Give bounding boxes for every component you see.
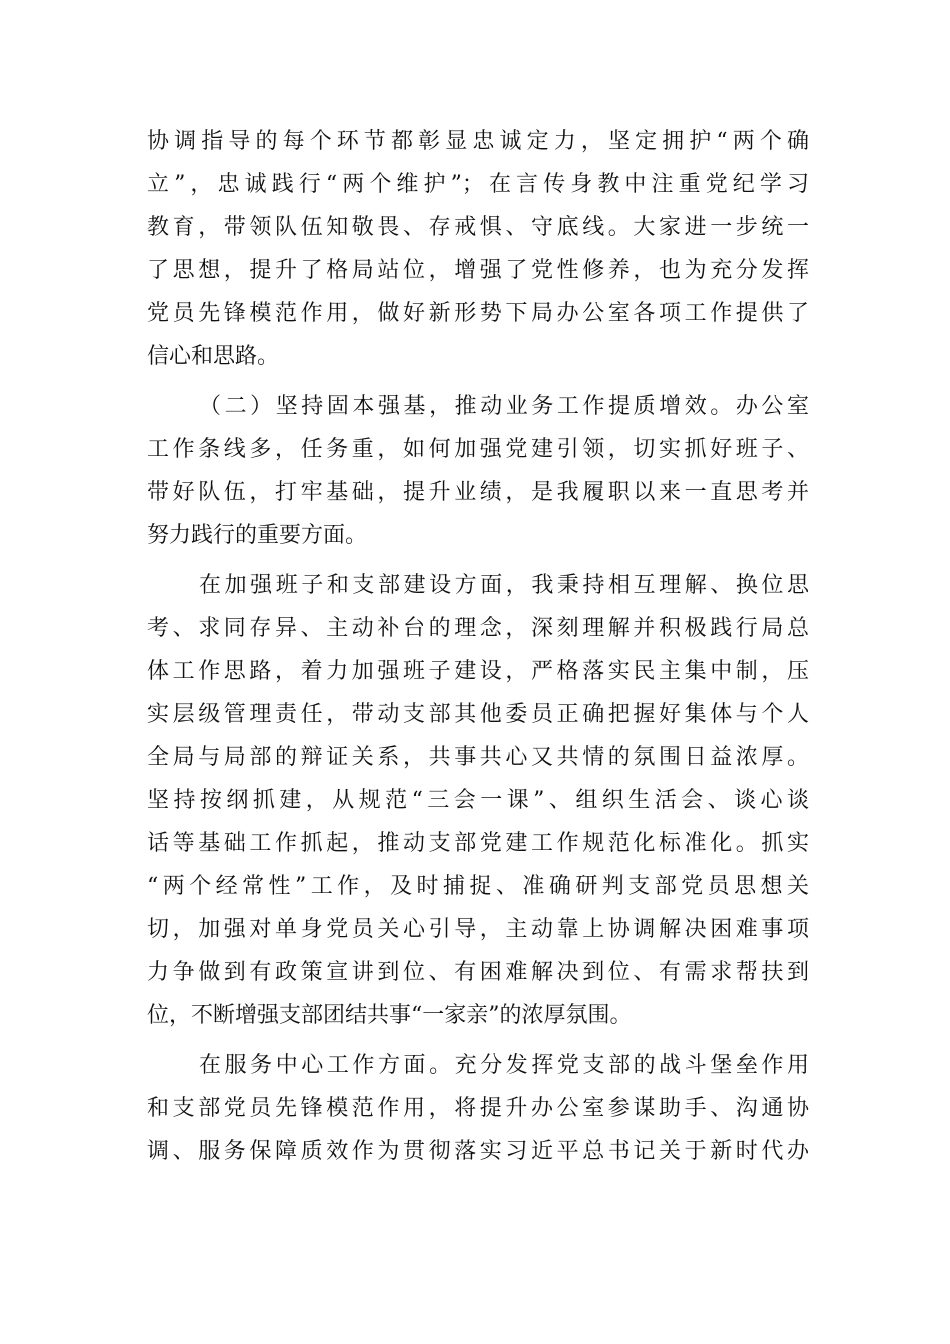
paragraph-2-line-4: 努力践行的重要方面。	[147, 523, 368, 548]
paragraph-3-line-5: 全局与局部的辩证关系，共事共心又共情的氛围日益浓厚。	[147, 745, 809, 770]
paragraph-3-line-8: “两个经常性”工作，及时捕捉、准确研判支部党员思想关	[147, 874, 809, 899]
paragraph-3-line-10: 力争做到有政策宣讲到位、有困难解决到位、有需求帮扶到	[147, 960, 809, 985]
paragraph-3-line-6: 坚持按纲抓建，从规范“三会一课”、组织生活会、谈心谈	[147, 788, 809, 813]
paragraph-1-line-1: 协调指导的每个环节都彰显忠诚定力，坚定拥护“两个确	[147, 129, 809, 154]
paragraph-1-line-5: 党员先锋模范作用，做好新形势下局办公室各项工作提供了	[147, 301, 809, 326]
paragraph-2	[147, 385, 809, 557]
paragraph-3	[147, 564, 809, 1037]
paragraph-3-line-9: 切，加强对单身党员关心引导，主动靠上协调解决困难事项	[147, 917, 809, 942]
paragraph-3-line-3: 体工作思路，着力加强班子建设，严格落实民主集中制，压	[147, 659, 809, 684]
paragraph-3-line-1: 在加强班子和支部建设方面，我秉持相互理解、换位思	[199, 573, 809, 598]
paragraph-1-line-6: 信心和思路。	[147, 344, 280, 369]
document-body	[147, 120, 809, 1173]
paragraph-1-line-2: 立”，忠诚践行“两个维护”；在言传身教中注重党纪学习	[147, 172, 809, 197]
paragraph-1-line-3: 教育，带领队伍知敬畏、存戒惧、守底线。大家进一步统一	[147, 215, 809, 240]
paragraph-4-line-2: 和支部党员先锋模范作用，将提升办公室参谋助手、沟通协	[147, 1096, 809, 1121]
paragraph-1	[147, 120, 809, 378]
paragraph-2-line-2: 工作条线多，任务重，如何加强党建引领，切实抓好班子、	[147, 437, 809, 462]
paragraph-3-line-7: 话等基础工作抓起，推动支部党建工作规范化标准化。抓实	[147, 831, 809, 856]
paragraph-2-line-1: （二）坚持固本强基，推动业务工作提质增效。办公室	[199, 394, 809, 419]
paragraph-3-line-11: 位，不断增强支部团结共事“一家亲”的浓厚氛围。	[147, 1003, 632, 1028]
paragraph-3-line-2: 考、求同存异、主动补台的理念，深刻理解并积极践行局总	[147, 616, 809, 641]
paragraph-4	[147, 1044, 809, 1173]
paragraph-2-line-3: 带好队伍，打牢基础，提升业绩，是我履职以来一直思考并	[147, 480, 809, 505]
paragraph-3-line-4: 实层级管理责任，带动支部其他委员正确把握好集体与个人	[147, 702, 809, 727]
paragraph-4-line-1: 在服务中心工作方面。充分发挥党支部的战斗堡垒作用	[199, 1053, 809, 1078]
paragraph-4-line-3: 调、服务保障质效作为贯彻落实习近平总书记关于新时代办	[147, 1139, 809, 1164]
paragraph-1-line-4: 了思想，提升了格局站位，增强了党性修养，也为充分发挥	[147, 258, 809, 283]
